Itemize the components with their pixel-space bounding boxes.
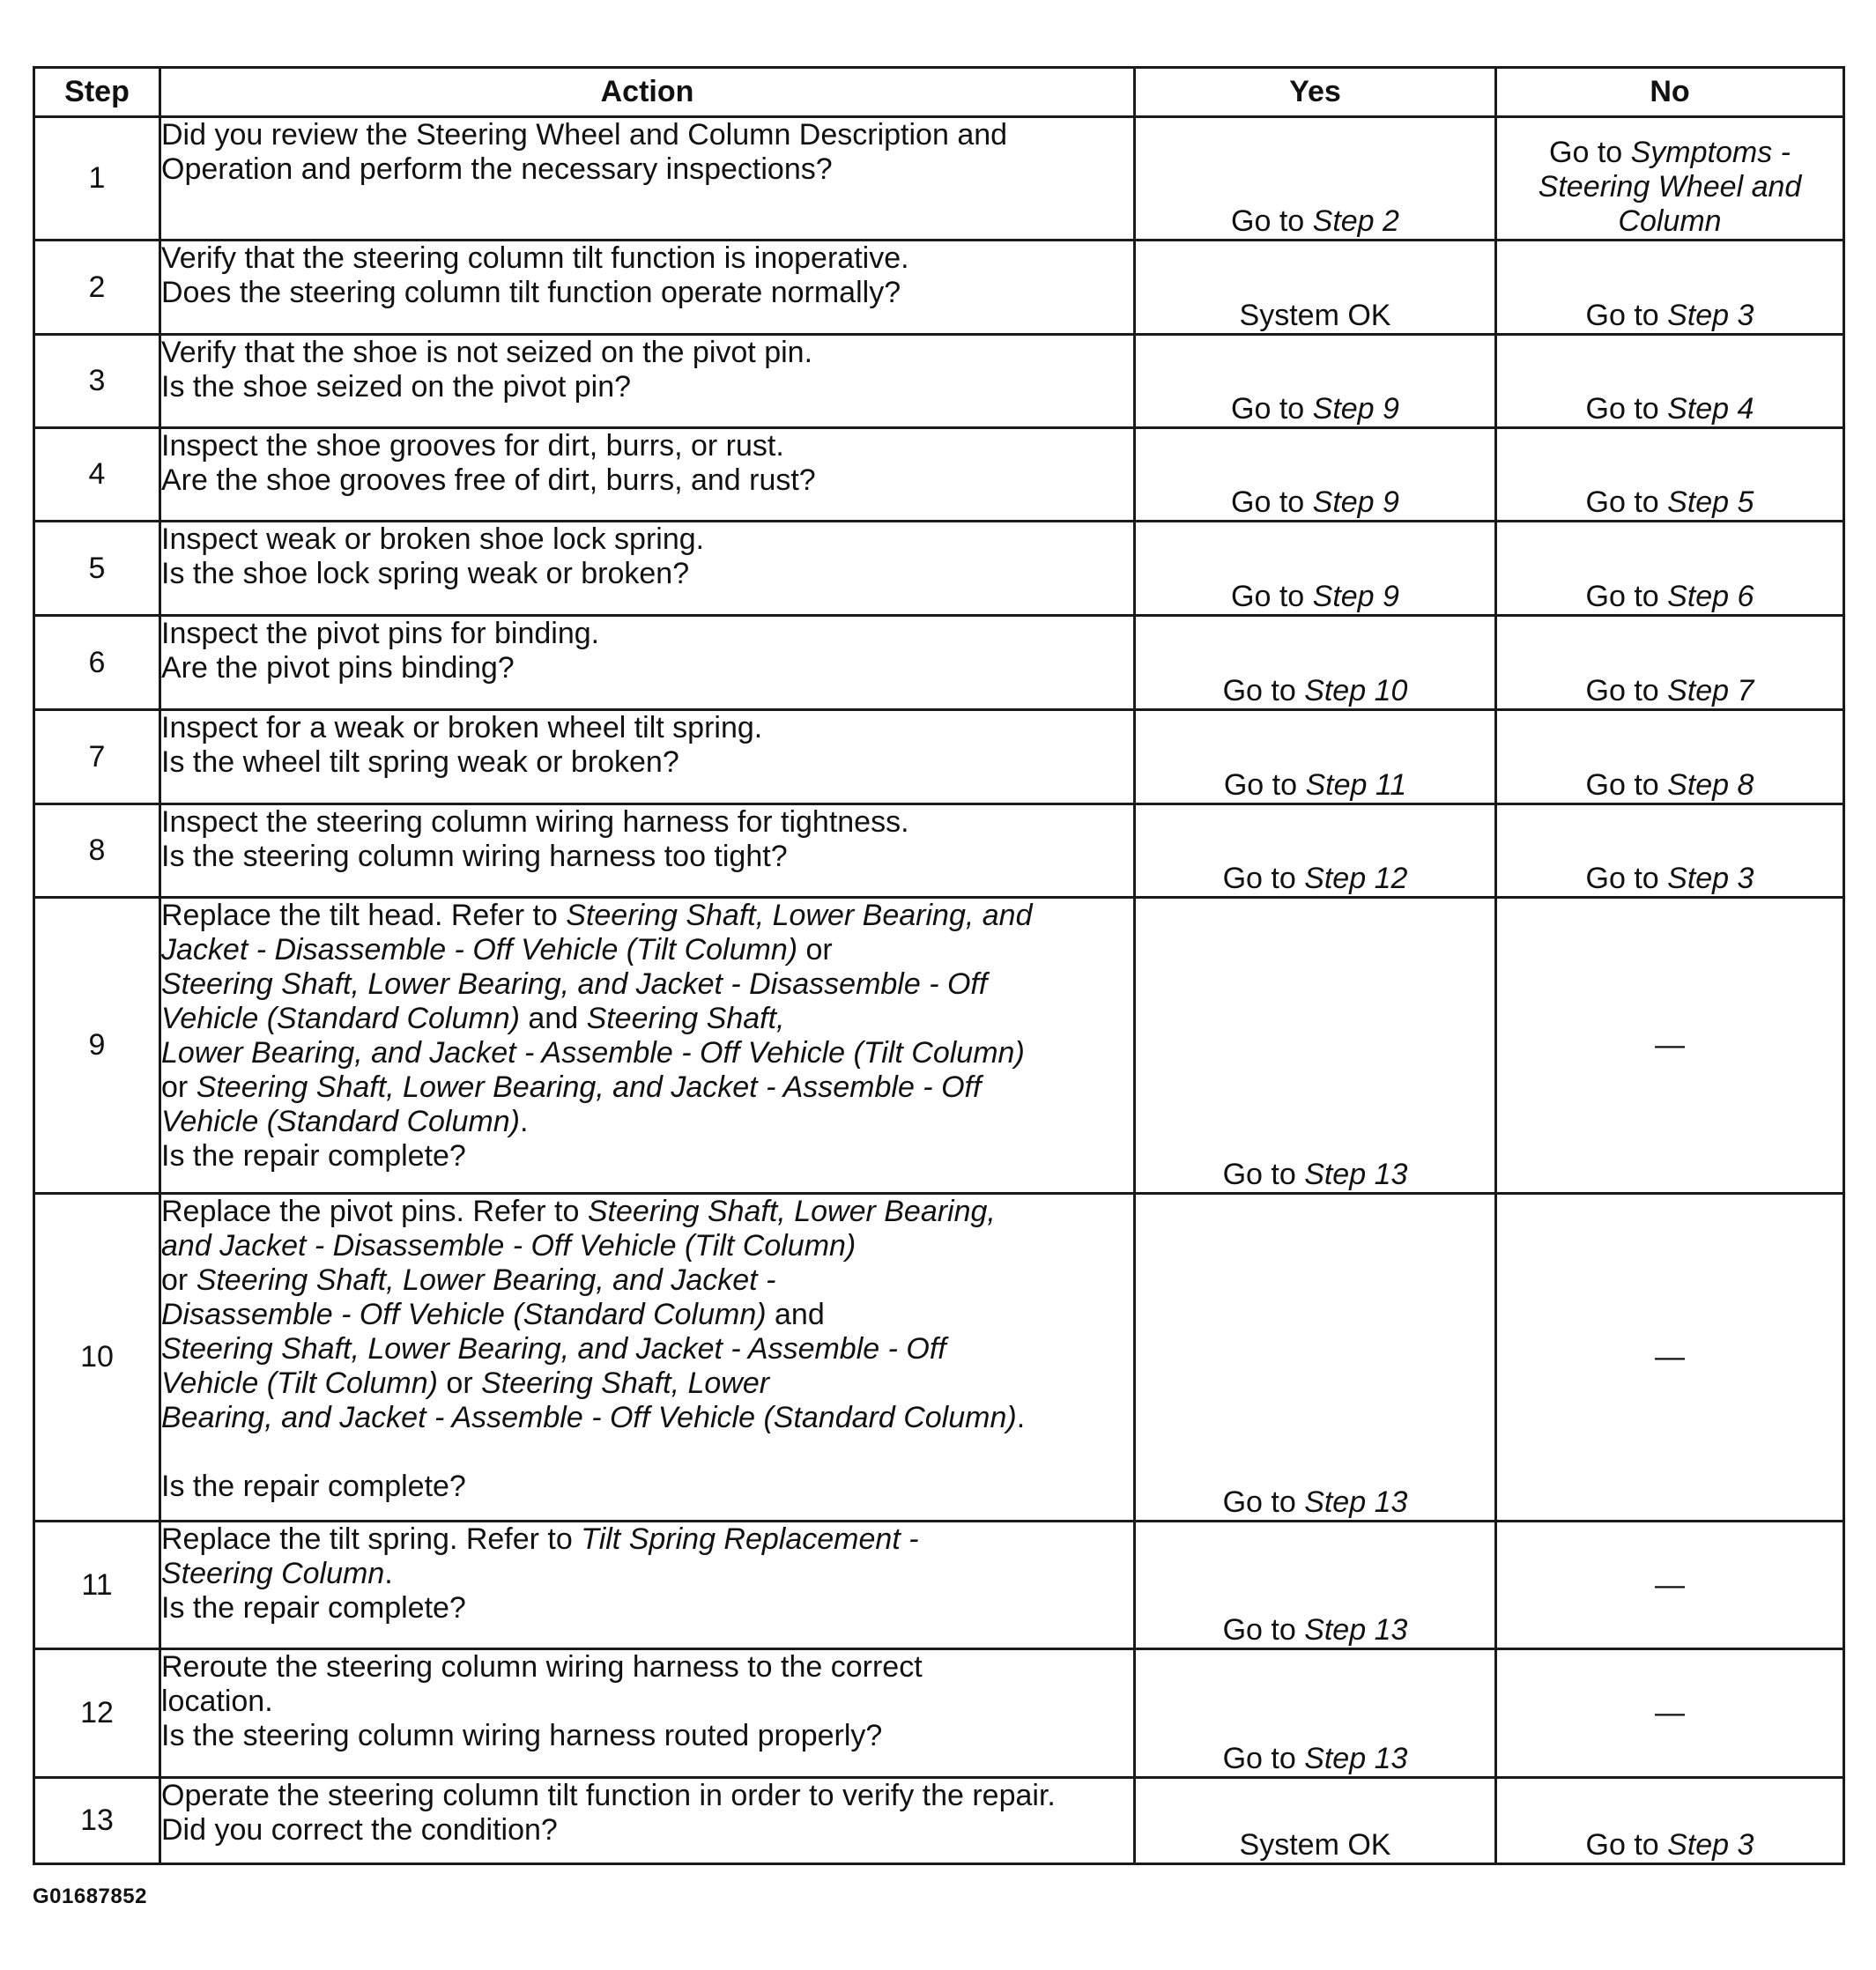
yes-cell	[1135, 898, 1496, 1194]
reference-text: Step 11	[1305, 768, 1407, 802]
text-line	[1497, 862, 1843, 896]
reference-text: Vehicle (Standard Column)	[161, 1002, 520, 1035]
header-no: No	[1496, 68, 1844, 117]
table-row	[34, 241, 1844, 335]
yes-cell	[1135, 1522, 1496, 1649]
text-line	[161, 1557, 1133, 1591]
reference-text: Steering Shaft, Lower Bearing, and Jacket -	[196, 1263, 776, 1297]
plain-text: Is the wheel tilt spring weak or broken?	[161, 745, 679, 779]
plain-text: Replace the pivot pins. Refer to	[161, 1195, 588, 1228]
text-line	[161, 1139, 1133, 1174]
plain-text: Go to	[1585, 580, 1668, 613]
reference-text: Steering Shaft, Lower	[481, 1366, 770, 1400]
reference-text: Vehicle (Tilt Column)	[161, 1366, 438, 1400]
no-cell	[1496, 241, 1844, 335]
reference-text: and Jacket - Disassemble - Off Vehicle (Tilt Column)	[161, 1229, 856, 1263]
action-cell	[160, 616, 1135, 710]
table-row	[34, 335, 1844, 428]
plain-text: or	[161, 1070, 196, 1104]
step-number: 10	[34, 1194, 160, 1522]
action-cell	[160, 117, 1135, 241]
no-cell	[1496, 1522, 1844, 1649]
text-line	[1136, 768, 1494, 803]
no-cell	[1496, 710, 1844, 804]
reference-text: Step 8	[1667, 768, 1754, 802]
table-row	[34, 1649, 1844, 1778]
plain-text: Go to	[1222, 862, 1305, 895]
yes-cell	[1135, 428, 1496, 522]
plain-text: —	[1655, 1340, 1685, 1374]
text-line	[1136, 1158, 1494, 1192]
table-row	[34, 804, 1844, 898]
plain-text: Reroute the steering column wiring harness to the correct	[161, 1650, 923, 1684]
plain-text: Go to	[1222, 674, 1305, 707]
yes-cell	[1135, 1194, 1496, 1522]
plain-text: Go to	[1231, 485, 1313, 519]
text-line	[1497, 1828, 1843, 1863]
text-line	[161, 370, 1133, 404]
text-line	[1136, 580, 1494, 614]
text-line	[1136, 485, 1494, 520]
plain-text: Is the shoe seized on the pivot pin?	[161, 370, 632, 404]
yes-cell	[1135, 616, 1496, 710]
text-line	[161, 933, 1133, 967]
plain-text: Replace the tilt spring. Refer to	[161, 1522, 582, 1556]
text-line	[161, 1813, 1133, 1848]
table-row	[34, 428, 1844, 522]
text-line	[1497, 392, 1843, 426]
plain-text: Inspect for a weak or broken wheel tilt spring.	[161, 711, 763, 744]
plain-text: Inspect weak or broken shoe lock spring.	[161, 522, 705, 556]
action-cell	[160, 522, 1135, 616]
text-line	[161, 711, 1133, 745]
table-row	[34, 898, 1844, 1194]
reference-text: Steering Wheel and	[1538, 170, 1802, 204]
plain-text: —	[1655, 1028, 1685, 1062]
text-line	[161, 557, 1133, 591]
plain-text: Go to	[1585, 674, 1668, 707]
plain-text: or	[437, 1366, 482, 1400]
text-line	[1136, 1613, 1494, 1648]
action-cell	[160, 1194, 1135, 1522]
reference-text: Step 3	[1667, 299, 1754, 332]
step-number: 9	[34, 898, 160, 1194]
plain-text: Did you review the Steering Wheel and Column Description and	[161, 118, 1008, 152]
reference-text: Steering Shaft, Lower Bearing,	[587, 1195, 996, 1228]
plain-text: System OK	[1239, 1828, 1391, 1862]
no-cell	[1496, 522, 1844, 616]
reference-text: Step 2	[1312, 204, 1399, 238]
header-yes: Yes	[1135, 68, 1496, 117]
step-number: 2	[34, 241, 160, 335]
plain-text: Go to	[1585, 1828, 1668, 1862]
reference-text: Step 9	[1312, 392, 1399, 426]
step-number: 11	[34, 1522, 160, 1649]
plain-text: Are the pivot pins binding?	[161, 651, 515, 685]
reference-text: Step 3	[1667, 862, 1754, 895]
action-cell	[160, 898, 1135, 1194]
header-row	[34, 68, 1844, 117]
text-line	[161, 1650, 1133, 1685]
plain-text: Go to	[1222, 1485, 1305, 1519]
step-number: 5	[34, 522, 160, 616]
yes-cell	[1135, 241, 1496, 335]
reference-text: Steering Shaft,	[586, 1002, 785, 1035]
action-cell	[160, 1649, 1135, 1778]
plain-text: or	[161, 1263, 196, 1297]
plain-text: Go to	[1222, 1613, 1305, 1647]
reference-text: Steering Shaft, Lower Bearing, and Jacket - Assemble - Off	[161, 1332, 946, 1366]
reference-text: Step 5	[1667, 485, 1754, 519]
reference-text: Step 13	[1304, 1158, 1408, 1191]
plain-text: Is the steering column wiring harness routed properly?	[161, 1719, 883, 1752]
no-cell	[1496, 616, 1844, 710]
step-number: 3	[34, 335, 160, 428]
plain-text: Replace the tilt head. Refer to	[161, 899, 567, 932]
reference-text: Bearing, and Jacket - Assemble - Off Vehicle (Standard Column)	[161, 1401, 1017, 1434]
plain-text: Operation and perform the necessary inspections?	[161, 152, 833, 186]
text-line	[1136, 1485, 1494, 1520]
text-line	[161, 1401, 1133, 1435]
text-line	[1136, 1742, 1494, 1776]
text-line	[1136, 1828, 1494, 1863]
action-cell	[160, 1778, 1135, 1864]
text-line	[1497, 1028, 1843, 1063]
plain-text: Go to	[1222, 1742, 1305, 1775]
table-row	[34, 522, 1844, 616]
plain-text: System OK	[1239, 299, 1391, 332]
text-line	[161, 1332, 1133, 1366]
plain-text: Go to	[1585, 485, 1668, 519]
reference-text: Step 9	[1312, 580, 1399, 613]
text-line	[161, 967, 1133, 1002]
text-line	[1497, 580, 1843, 614]
text-line	[161, 1719, 1133, 1753]
text-line	[161, 1522, 1133, 1557]
plain-text: Go to	[1549, 136, 1631, 169]
plain-text: .	[1016, 1401, 1026, 1434]
text-line	[161, 745, 1133, 780]
reference-text: Step 3	[1667, 1828, 1754, 1862]
text-line	[1497, 1568, 1843, 1603]
plain-text: .	[519, 1105, 529, 1138]
plain-text: Go to	[1222, 1158, 1305, 1191]
plain-text: and	[766, 1298, 825, 1331]
action-cell	[160, 710, 1135, 804]
yes-cell	[1135, 335, 1496, 428]
reference-text: Step 6	[1667, 580, 1754, 613]
reference-text: Steering Column	[161, 1557, 385, 1590]
table-row	[34, 616, 1844, 710]
text-line	[161, 1263, 1133, 1298]
text-line	[161, 241, 1133, 276]
step-number: 12	[34, 1649, 160, 1778]
step-number: 1	[34, 117, 160, 241]
no-cell	[1496, 1194, 1844, 1522]
blank-line	[161, 1435, 1133, 1470]
diagnostic-table	[33, 66, 1845, 1865]
table-row	[34, 117, 1844, 241]
text-line	[1136, 204, 1494, 239]
reference-text: Tilt Spring Replacement -	[581, 1522, 919, 1556]
text-line	[1136, 674, 1494, 708]
action-cell	[160, 428, 1135, 522]
yes-cell	[1135, 117, 1496, 241]
reference-text: Step 9	[1312, 485, 1399, 519]
no-cell	[1496, 898, 1844, 1194]
text-line	[1497, 170, 1843, 204]
plain-text: Go to	[1231, 580, 1313, 613]
text-line	[161, 840, 1133, 874]
text-line	[161, 1195, 1133, 1229]
action-cell	[160, 241, 1135, 335]
reference-text: Disassemble - Off Vehicle (Standard Column)	[161, 1298, 767, 1331]
text-line	[1136, 299, 1494, 333]
text-line	[1497, 204, 1843, 239]
plain-text: Did you correct the condition?	[161, 1813, 558, 1847]
reference-text: Column	[1618, 204, 1722, 238]
plain-text: Go to	[1585, 299, 1668, 332]
text-line	[1497, 1340, 1843, 1374]
action-cell	[160, 335, 1135, 428]
plain-text: Does the steering column tilt function operate normally?	[161, 276, 901, 309]
plain-text: Are the shoe grooves free of dirt, burrs, and rust?	[161, 463, 816, 497]
text-line	[161, 152, 1133, 187]
plain-text: Go to	[1585, 862, 1668, 895]
reference-text: Steering Shaft, Lower Bearing, and Jacket - Assemble - Off	[196, 1070, 982, 1104]
yes-cell	[1135, 1778, 1496, 1864]
reference-text: Step 13	[1304, 1485, 1408, 1519]
plain-text: location.	[161, 1685, 273, 1718]
table-row	[34, 1778, 1844, 1864]
plain-text: —	[1655, 1696, 1685, 1729]
reference-text: Steering Shaft, Lower Bearing, and	[566, 899, 1033, 932]
reference-text: Step 10	[1304, 674, 1408, 707]
reference-text: Step 13	[1304, 1742, 1408, 1775]
plain-text: Inspect the pivot pins for binding.	[161, 617, 600, 650]
text-line	[161, 1229, 1133, 1263]
plain-text: .	[384, 1557, 393, 1590]
text-line	[161, 1779, 1133, 1813]
plain-text: —	[1655, 1567, 1685, 1602]
plain-text: Is the repair complete?	[161, 1470, 466, 1503]
plain-text: Is the repair complete?	[161, 1591, 466, 1625]
yes-cell	[1135, 1649, 1496, 1778]
plain-text: Go to	[1585, 768, 1668, 802]
text-line	[161, 899, 1133, 933]
action-cell	[160, 1522, 1135, 1649]
reference-text: Jacket - Disassemble - Off Vehicle (Tilt Column)	[161, 933, 798, 966]
text-line	[161, 522, 1133, 557]
step-number: 8	[34, 804, 160, 898]
table-row	[34, 1522, 1844, 1649]
action-cell	[160, 804, 1135, 898]
text-line	[161, 1002, 1133, 1036]
plain-text: Go to	[1585, 392, 1668, 426]
plain-text: Is the shoe lock spring weak or broken?	[161, 557, 690, 590]
plain-text: Operate the steering column tilt function in order to verify the repair.	[161, 1779, 1056, 1812]
text-line	[161, 1105, 1133, 1139]
table-row	[34, 710, 1844, 804]
plain-text: Inspect the shoe grooves for dirt, burrs, or rust.	[161, 429, 784, 463]
text-line	[161, 1685, 1133, 1719]
yes-cell	[1135, 522, 1496, 616]
text-line	[161, 617, 1133, 651]
step-number: 7	[34, 710, 160, 804]
plain-text: Inspect the steering column wiring harness for tightness.	[161, 805, 909, 839]
text-line	[1497, 768, 1843, 803]
text-line	[1136, 862, 1494, 896]
reference-text: Symptoms -	[1630, 136, 1791, 169]
text-line	[161, 429, 1133, 463]
text-line	[161, 276, 1133, 310]
plain-text: Go to	[1231, 392, 1313, 426]
text-line	[161, 463, 1133, 498]
plain-text: or	[797, 933, 833, 966]
text-line	[161, 651, 1133, 685]
step-number: 13	[34, 1778, 160, 1864]
text-line	[161, 805, 1133, 840]
plain-text: Verify that the shoe is not seized on the pivot pin.	[161, 336, 813, 369]
text-line	[161, 118, 1133, 152]
text-line	[161, 1591, 1133, 1626]
no-cell	[1496, 804, 1844, 898]
no-cell	[1496, 1778, 1844, 1864]
header-step: Step	[34, 68, 160, 117]
no-cell	[1496, 1649, 1844, 1778]
no-cell	[1496, 428, 1844, 522]
step-number: 6	[34, 616, 160, 710]
plain-text: Verify that the steering column tilt function is inoperative.	[161, 241, 909, 275]
text-line	[1497, 674, 1843, 708]
text-line	[1497, 1696, 1843, 1730]
reference-text: Step 4	[1667, 392, 1754, 426]
header-action: Action	[160, 68, 1135, 117]
table-row	[34, 1194, 1844, 1522]
plain-text: Go to	[1223, 768, 1306, 802]
text-line	[1497, 485, 1843, 520]
text-line	[1497, 299, 1843, 333]
text-line	[161, 1070, 1133, 1105]
text-line	[161, 336, 1133, 370]
plain-text: and	[519, 1002, 587, 1035]
table-body	[34, 117, 1844, 1864]
reference-text: Steering Shaft, Lower Bearing, and Jacket - Disassemble - Off	[161, 967, 988, 1001]
plain-text: Is the steering column wiring harness too tight?	[161, 840, 788, 873]
step-number: 4	[34, 428, 160, 522]
text-line	[1136, 392, 1494, 426]
text-line	[1497, 136, 1843, 170]
reference-text: Step 7	[1667, 674, 1754, 707]
yes-cell	[1135, 710, 1496, 804]
no-cell	[1496, 117, 1844, 241]
text-line	[161, 1470, 1133, 1504]
figure-id: G01687852	[33, 1885, 147, 1908]
yes-cell	[1135, 804, 1496, 898]
reference-text: Vehicle (Standard Column)	[161, 1105, 520, 1138]
text-line	[161, 1036, 1133, 1070]
text-line	[161, 1298, 1133, 1332]
plain-text: Is the repair complete?	[161, 1139, 466, 1173]
plain-text: Go to	[1231, 204, 1313, 238]
reference-text: Lower Bearing, and Jacket - Assemble - Off Vehicle (Tilt Column)	[161, 1036, 1025, 1070]
reference-text: Step 12	[1304, 862, 1408, 895]
text-line	[161, 1366, 1133, 1401]
no-cell	[1496, 335, 1844, 428]
reference-text: Step 13	[1304, 1613, 1408, 1647]
